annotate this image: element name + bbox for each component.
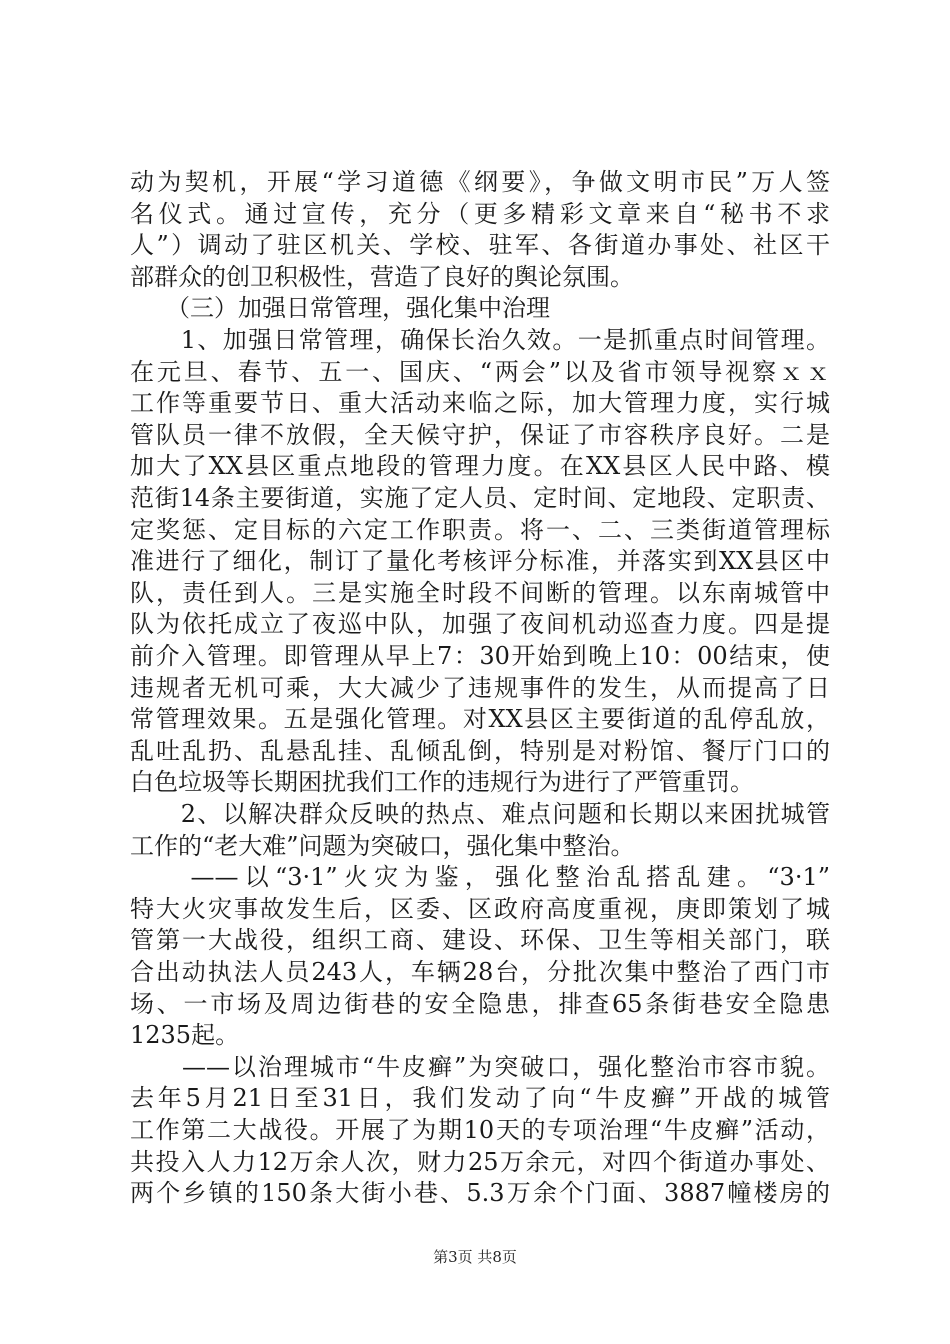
text-line: 工作的“老大难”问题为突破口，强化集中整治。: [130, 831, 635, 860]
text-line: 1、加强日常管理，确保长治久效。一是抓重点时间管理。: [130, 326, 830, 354]
text-line: 准进行了细化，制订了量化考核评分标准，并落实到XX县区中: [130, 547, 830, 576]
text-line: 人”）调动了驻区机关、学校、驻军、各街道办事处、社区干: [130, 231, 830, 260]
text-line: 管第一大战役，组织工商、建设、环保、卫生等相关部门，联: [130, 926, 830, 955]
text-line: 部群众的创卫积极性，营造了良好的舆论氛围。: [130, 262, 634, 291]
text-line: 范街14条主要街道，实施了定人员、定时间、定地段、定职责、: [130, 484, 830, 512]
text-line: 两个乡镇的150条大街小巷、5.3万余个门面、3887幢楼房的: [130, 1179, 830, 1208]
text-line: 工作等重要节日、重大活动来临之际，加大管理力度，实行城: [130, 389, 830, 418]
text-line: 前介入管理。即管理从早上7：30开始到晚上10：00结束，使: [130, 642, 830, 670]
text-line: 1235起。: [130, 1021, 240, 1050]
text-line: 合出动执法人员243人，车辆28台，分批次集中整治了西门市: [130, 958, 830, 986]
text-line: 队为依托成立了夜巡中队，加强了夜间机动巡查力度。四是提: [130, 610, 830, 639]
page-footer: 第3页 共8页: [433, 1248, 517, 1266]
text-line: 常管理效果。五是强化管理。对XX县区主要街道的乱停乱放，: [130, 705, 830, 734]
text-line: 去年5月21日至31日，我们发动了向“牛皮癣”开战的城管: [130, 1084, 830, 1113]
text-line: 特大火灾事故发生后，区委、区政府高度重视，庚即策划了城: [130, 894, 830, 923]
text-line: ——以“3·1”火灾为鉴，强化整治乱搭乱建。“3·1”: [130, 863, 830, 892]
text-line: 场、一市场及周边街巷的安全隐患，排查65条街巷安全隐患: [130, 989, 830, 1018]
text-line: 在元旦、春节、五一、国庆、“两会”以及省市领导视察ｘｘ: [130, 357, 830, 386]
text-line: 管队员一律不放假，全天候守护，保证了市容秩序良好。二是: [130, 420, 830, 449]
text-line: 工作第二大战役。开展了为期10天的专项治理“牛皮癣”活动，: [130, 1116, 830, 1144]
text-line: 乱吐乱扔、乱悬乱挂、乱倾乱倒，特别是对粉馆、餐厅门口的: [130, 736, 830, 765]
text-line: 加大了XX县区重点地段的管理力度。在XX县区人民中路、模: [130, 452, 830, 481]
text-line: 动为契机，开展“学习道德《纲要》，争做文明市民”万人签: [130, 168, 830, 196]
text-line: 共投入人力12万余人次，财力25万余元，对四个街道办事处、: [130, 1147, 830, 1176]
text-line: 白色垃圾等长期困扰我们工作的违规行为进行了严管重罚。: [130, 768, 754, 797]
text-line: 2、以解决群众反映的热点、难点问题和长期以来困扰城管: [130, 800, 830, 828]
text-line: （三）加强日常管理，强化集中治理: [130, 294, 550, 323]
text-line: 违规者无机可乘，大大减少了违规事件的发生，从而提高了日: [130, 673, 830, 702]
text-line: 名仪式。通过宣传，充分（更多精彩文章来自“秘书不求: [130, 199, 830, 228]
text-line: 定奖惩、定目标的六定工作职责。将一、二、三类街道管理标: [130, 515, 830, 544]
text-line: ——以治理城市“牛皮癣”为突破口，强化整治市容市貌。: [130, 1052, 830, 1081]
text-line: 队，责任到人。三是实施全时段不间断的管理。以东南城管中: [130, 578, 830, 607]
